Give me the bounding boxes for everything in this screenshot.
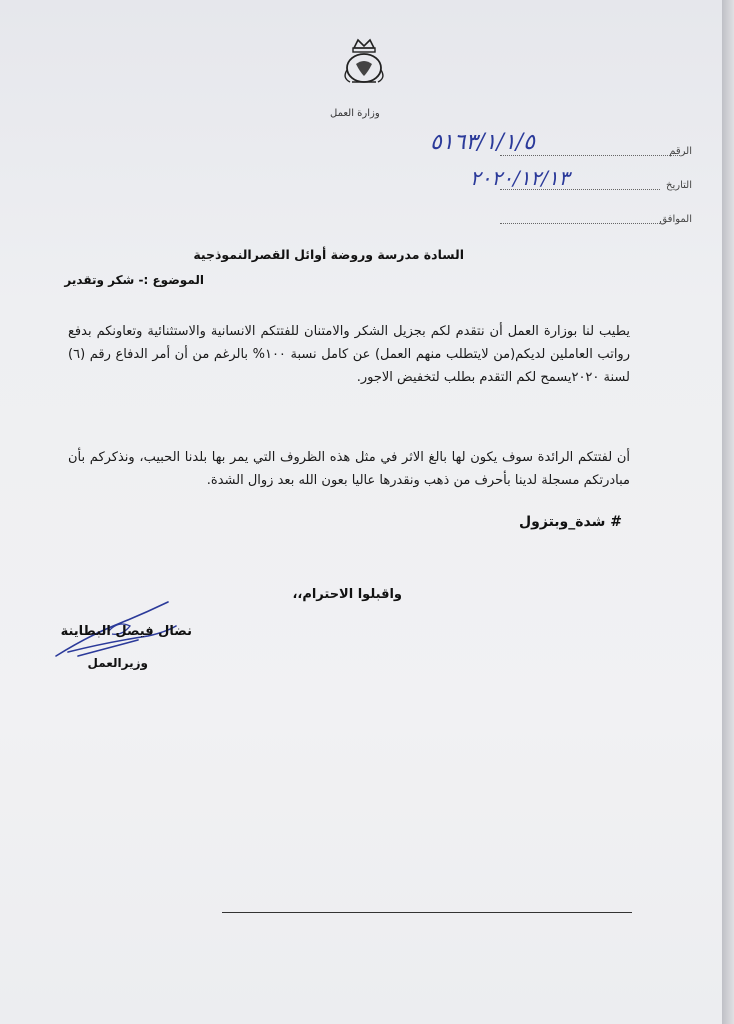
royal-emblem-icon	[338, 38, 390, 86]
closing-regards: واقبلوا الاحترام،،	[292, 587, 402, 602]
date-value: ٢٠٢٠/١٢/١٣	[470, 166, 570, 190]
addressee: السادة مدرسة وروضة أوائل القصرالنموذجية	[193, 247, 464, 262]
ministry-name: وزارة العمل	[330, 108, 380, 119]
footer-rule	[222, 912, 632, 913]
body-paragraph-2: أن لفتتكم الرائدة سوف يكون لها بالغ الاثر في مثل هذه الظروف التي يمر بها بلدنا الحبيب، ونذكركم بأن مبادرتكم مسجلة لدينا بأحرف من ذهب ونقدرها عاليا بعون الله بعد زوال الشدة.	[68, 450, 630, 488]
paper-edge	[722, 0, 734, 1024]
number-label: الرقم	[669, 146, 692, 157]
number-value: ٥١٦٣/١/١/٥	[430, 130, 535, 155]
body-paragraph-1: يطيب لنا بوزارة العمل أن نتقدم لكم بجزيل الشكر والامتنان للفتتكم الانسانية والاستثنائية وتعاونكم بدفع رواتب العاملين لديكم(من لايتطلب منهم العمل) عن كامل نسبة ١٠٠% بالرغم من أن أمر الدفاع رقم (٦) لسنة ٢٠٢٠يسمح لكم التقدم بطلب لتخفيض الاجور.	[68, 324, 630, 385]
corresponds-dots	[500, 222, 660, 224]
signatory-title: وزيرالعمل	[87, 656, 148, 670]
date-label: التاريخ	[666, 180, 692, 191]
subject-line: الموضوع :- شكر وتقدير	[64, 273, 204, 287]
hashtag: # شدة_وبتزول	[519, 514, 622, 530]
signatory-name: نضال فيصل البطاينة	[60, 624, 192, 639]
corresponds-label: الموافق	[659, 214, 692, 225]
